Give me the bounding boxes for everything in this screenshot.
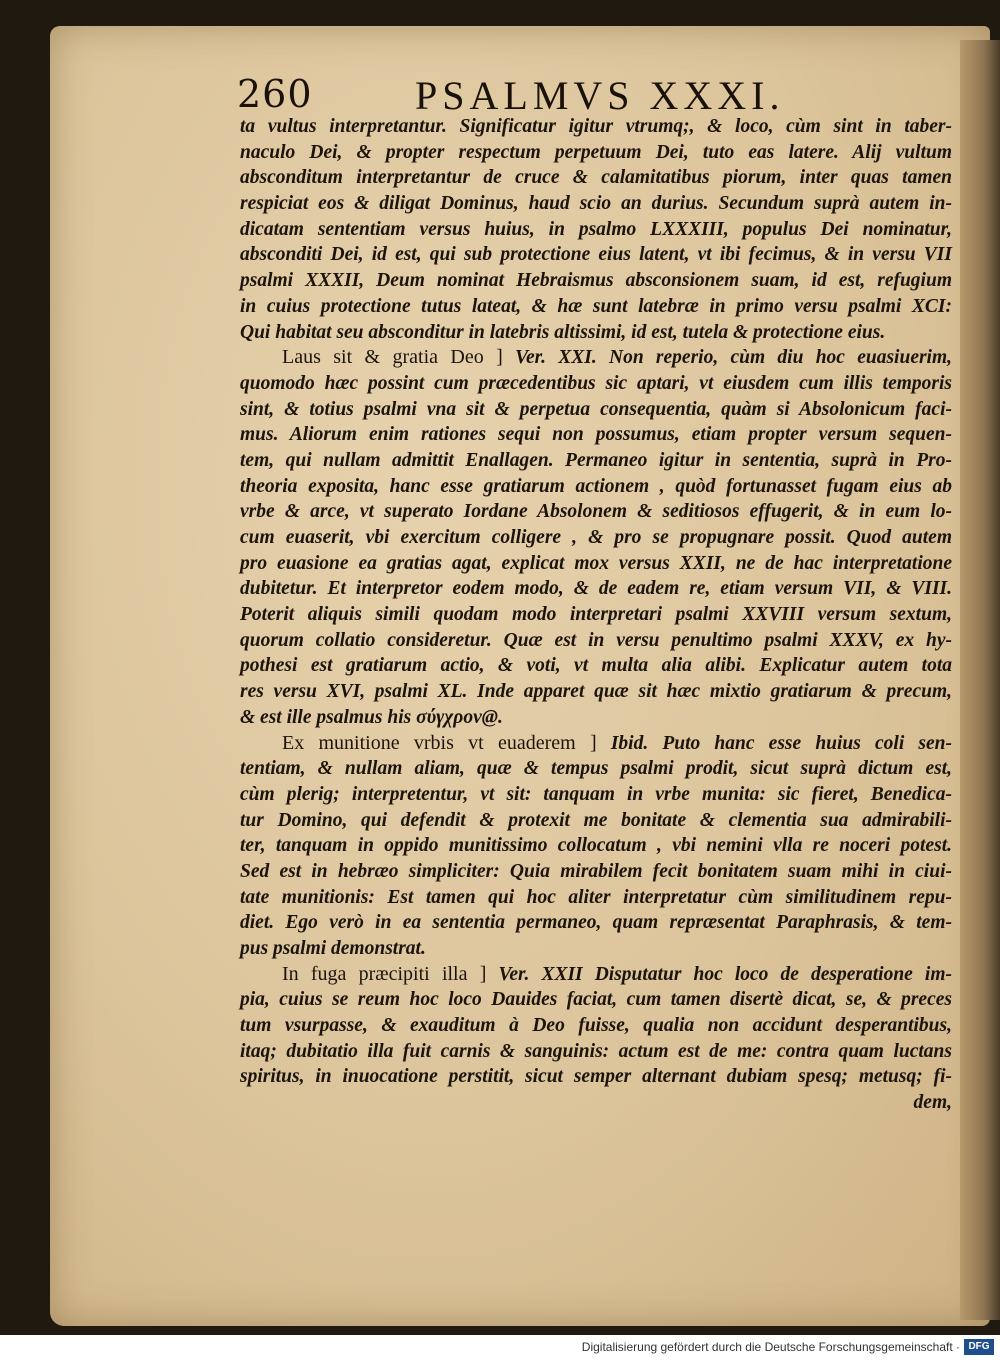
text-line: respiciat eos & diligat Dominus, haud scio an durius. Secundum suprà autem in- [240, 193, 952, 215]
lemma: In fuga præcipiti illa ] [282, 962, 487, 985]
text-line: psalmi XXXII, Deum nominat Hebraismus absconsionem suam, id est, refugium [240, 270, 952, 292]
text-line: Sed est in hebræo simpliciter: Quia mirabilem fecit bonitatem suam mihi in ciui- [240, 860, 952, 882]
text-line: pothesi est gratiarum actio, & voti, vt multa alia alibi. Explicatur autem tota [240, 655, 952, 677]
lemma: Laus sit & gratia Deo ] [282, 346, 503, 369]
text-line: tum vsurpasse, & exauditum à Deo fuisse, qualia non accidunt desperantibus, [240, 1015, 952, 1037]
dfg-logo: DFG [964, 1339, 994, 1355]
text-line: tur Domino, qui defendit & protexit me bonitate & clementia sua admirabili- [240, 809, 952, 831]
text-line: absconditi Dei, id est, qui sub protectione eius latent, vt ibi fecimus, & in versu VII [240, 244, 952, 266]
text-line: tentiam, & nullam aliam, quæ & tempus psalmi prodit, sicut suprà dictum est, [240, 758, 952, 780]
text-line: in cuius protectione tutus lateat, & hæ sunt latebræ in primo versu psalmi XCI: [240, 295, 952, 317]
text-line: Qui habitat seu absconditur in latebris altissimi, id est, tutela & protectione eius. [240, 321, 886, 343]
text-line: vrbe & arce, vt superato Iordane Absolonem & seditiosos effugerit, & in eum lo- [240, 501, 952, 523]
running-head: PSALMVS XXXI. [415, 73, 785, 118]
text-line: cùm plerig; interpretentur, vt sit: tanquam in vrbe munita: sic fieret, Benedica- [240, 783, 952, 805]
text-line: ter, tanquam in oppido munitissimo collocatum , vbi nemini vlla re noceri potest. [240, 835, 952, 857]
paragraph-first-line [240, 345, 952, 371]
text-line: res versu XVI, psalmi XL. Inde apparet quæ sit hæc mixtio gratiarum & precum, [240, 681, 952, 703]
commentary-text: Ibid. Puto hanc esse huius coli sen- [610, 732, 952, 754]
text-line: quomodo hæc possint cum præcedentibus sic aptari, vt eiusdem cum illis temporis [240, 372, 952, 394]
text-line: pro euasione ea gratias agat, explicat mox versus XXII, ne de hac interpretatione [240, 552, 952, 574]
paragraph-first-line [240, 962, 952, 988]
commentary-text: Ver. XXI. Non reperio, cùm diu hoc euasiuerim, [515, 347, 953, 369]
text-line: sint, & totius psalmi vna sit & perpetua consequentia, quàm si Absolonicum faci- [240, 398, 952, 420]
page-number: 260 [237, 72, 313, 116]
text-line: dicatam sententiam versus huius, in psalmo LXXXIII, populus Dei nominatur, [240, 218, 952, 240]
text-line: theoria exposita, hanc esse gratiarum actionem , quòd fortunasset fugam eius ab [240, 475, 952, 497]
digitization-credit: Digitalisierung gefördert durch die Deutsche Forschungsgemeinschaft · [581, 1340, 960, 1354]
paragraph-first-line [240, 731, 952, 757]
text-line: ta vultus interpretantur. Significatur igitur vtrumq;, & loco, cùm sint in taber- [240, 116, 952, 137]
text-line: quorum collatio consideretur. Quæ est in versu penultimo psalmi XXXV, ex hy- [240, 629, 952, 651]
text-line: diet. Ego verò in ea sententia permaneo, quam repræsentat Paraphrasis, & tem- [240, 912, 952, 934]
text-line: Poterit aliquis simili quodam modo interpretari psalmi XXVIII versum sextum, [240, 604, 952, 626]
text-line: naculo Dei, & propter respectum perpetuum Dei, tuto eas latere. Alij vultum [240, 141, 952, 163]
commentary-text: Ver. XXII Disputatur hoc loco de desperatione im- [498, 963, 952, 985]
text-line: tem, qui nullam admittit Enallagen. Permaneo igitur in sententia, suprà in Pro- [240, 449, 952, 471]
text-line: mus. Aliorum enim rationes sequi non possumus, etiam propter versum sequen- [240, 424, 952, 446]
text-line: pia, cuius se reum hoc loco Dauides faciat, cum tamen disertè dicat, se, & preces [240, 989, 952, 1011]
text-line: itaq; dubitatio illa fuit carnis & sanguinis: actum est de me: contra quam luctans [240, 1040, 952, 1062]
text-line: pus psalmi demonstrat. [240, 938, 426, 959]
text-line: spiritus, in inuocatione perstitit, sicut semper alternant dubiam spesq; metusq; fi- [240, 1066, 952, 1088]
page-edge [960, 40, 1000, 1320]
text-line: cum euaserit, vbi exercitum colligere , & pro se propugnare possit. Quod autem [240, 527, 952, 548]
text-line: absconditum interpretantur de cruce & calamitatibus piorum, inter quas tamen [240, 167, 952, 189]
page-header [237, 70, 797, 120]
catchword: dem, [913, 1092, 952, 1114]
text-line: & est ille psalmus his σύγχρον@. [240, 706, 503, 728]
text-line: dubitetur. Et interpretor eodem modo, & de eadem re, etiam versum VII, & VIII. [240, 578, 952, 600]
footer-bar [0, 1335, 1000, 1360]
body-text [240, 114, 952, 1116]
lemma: Ex munitione vrbis vt euaderem ] [282, 731, 597, 754]
text-line: tate munitionis: Est tamen qui hoc aliter interpretatur cùm similitudinem repu- [240, 886, 952, 908]
